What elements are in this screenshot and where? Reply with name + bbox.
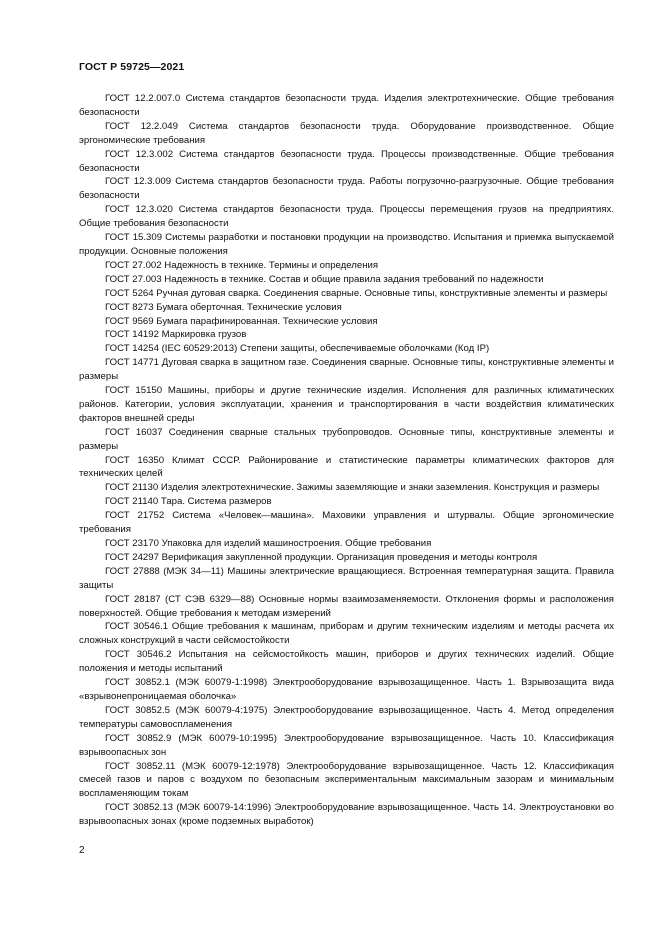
standard-reference-entry: ГОСТ 12.2.007.0 Система стандартов безопасности труда. Изделия электротехнические. Общие требования безопасности [79, 93, 614, 118]
standard-reference-entry: ГОСТ 30546.2 Испытания на сейсмостойкость машин, приборов и других технических изделий. Общие положения и методы испытаний [79, 649, 614, 675]
standard-reference-entry: ГОСТ 14771 Дуговая сварка в защитном газе. Соединения сварные. Основные типы, конструктивные элементы и размеры [79, 357, 614, 383]
standard-reference-entry: ГОСТ 24297 Верификация закупленной продукции. Организация проведения и методы контроля [105, 551, 538, 563]
standard-reference-entry: ГОСТ 14192 Маркировка грузов [105, 329, 247, 341]
standard-reference-entry: ГОСТ 30852.11 (МЭК 60079-12:1978) Электрооборудование взрывозащищенное. Часть 12. Классификация смесей газов и паров с воздухом по безопасным экспериментальным максимальным зазорам и минимальным воспламеняющим токам [79, 760, 614, 800]
standard-reference-entry: ГОСТ 8273 Бумага оберточная. Технические условия [105, 301, 342, 313]
standard-reference-entry: ГОСТ 30852.1 (МЭК 60079-1:1998) Электрооборудование взрывозащищенное. Часть 1. Взрывозащита вида «взрывонепроницаемая оболочка» [79, 677, 614, 702]
standard-reference-entry: ГОСТ 28187 (СТ СЭВ 6329—88) Основные нормы взаимозаменяемости. Отклонения формы и расположения поверхностей. Общие требования к методам измерений [79, 593, 614, 619]
standard-reference-entry: ГОСТ 16350 Климат СССР. Районирование и статистические параметры климатических факторов для технических целей [79, 454, 614, 480]
standard-reference-entry: ГОСТ 15.309 Системы разработки и постановки продукции на производство. Испытания и приемка выпускаемой продукции. Основные положения [79, 232, 614, 257]
standard-reference-entry: ГОСТ 12.3.009 Система стандартов безопасности труда. Работы погрузочно-разгрузочные. Общие требования безопасности [79, 176, 614, 202]
standard-reference-entry: ГОСТ 30852.13 (МЭК 60079-14:1996) Электрооборудование взрывозащищенное. Часть 14. Электроустановки во взрывоопасных зонах (кроме подземных выработок) [79, 802, 614, 828]
standard-reference-entry: ГОСТ 15150 Машины, приборы и другие технические изделия. Исполнения для различных климатических районов. Категории, условия эксплуатации, хранения и транспортирования в части воздействия климатических факторов внешней среды [79, 385, 614, 424]
standard-reference-entry: ГОСТ 27.002 Надежность в технике. Термины и определения [105, 259, 379, 271]
standard-reference-entry: ГОСТ 27.003 Надежность в технике. Состав и общие правила задания требований по надежности [105, 273, 544, 285]
standard-reference-entry: ГОСТ 14254 (IEC 60529:2013) Степени защиты, обеспечиваемые оболочками (Код IP) [105, 343, 490, 355]
standard-reference-entry: ГОСТ 21752 Система «Человек—машина». Маховики управления и штурвалы. Общие эргономические требования [79, 510, 614, 536]
standard-reference-entry: ГОСТ 30852.9 (МЭК 60079-10:1995) Электрооборудование взрывозащищенное. Часть 10. Классификация взрывоопасных зон [79, 732, 614, 758]
standard-reference-entry: ГОСТ 5264 Ручная дуговая сварка. Соединения сварные. Основные типы, конструктивные элементы и размеры [105, 287, 608, 299]
standard-reference-entry: ГОСТ 21130 Изделия электротехнические. Зажимы заземляющие и знаки заземления. Конструкция и размеры [105, 482, 600, 494]
standard-reference-entry: ГОСТ 12.3.002 Система стандартов безопасности труда. Процессы производственные. Общие требования безопасности [79, 148, 614, 174]
page-number: 2 [79, 845, 85, 856]
standard-reference-entry: ГОСТ 16037 Соединения сварные стальных трубопроводов. Основные типы, конструктивные элементы и размеры [79, 426, 614, 452]
standard-reference-entry: ГОСТ 12.2.049 Система стандартов безопасности труда. Оборудование производственное. Общие эргономические требования [79, 120, 614, 146]
standard-reference-entry: ГОСТ 12.3.020 Система стандартов безопасности труда. Процессы перемещения грузов на предприятиях. Общие требования безопасности [79, 204, 614, 230]
standard-reference-entry: ГОСТ 30546.1 Общие требования к машинам, приборам и другим техническим изделиям и методы расчета их сложных конструкций в части сейсмостойкости [79, 621, 614, 647]
standard-reference-entry: ГОСТ 27888 (МЭК 34—11) Машины электрические вращающиеся. Встроенная температурная защита. Правила защиты [79, 565, 614, 591]
document-header: ГОСТ Р 59725—2021 [79, 61, 185, 73]
standard-reference-entry: ГОСТ 9569 Бумага парафинированная. Технические условия [105, 315, 378, 327]
standards-reference-list [79, 92, 614, 829]
standard-reference-entry: ГОСТ 30852.5 (МЭК 60079-4:1975) Электрооборудование взрывозащищенное. Часть 4. Метод определения температуры самовоспламенения [79, 704, 614, 730]
standard-reference-entry: ГОСТ 23170 Упаковка для изделий машиностроения. Общие требования [105, 538, 432, 549]
standard-reference-entry: ГОСТ 21140 Тара. Система размеров [105, 496, 272, 508]
